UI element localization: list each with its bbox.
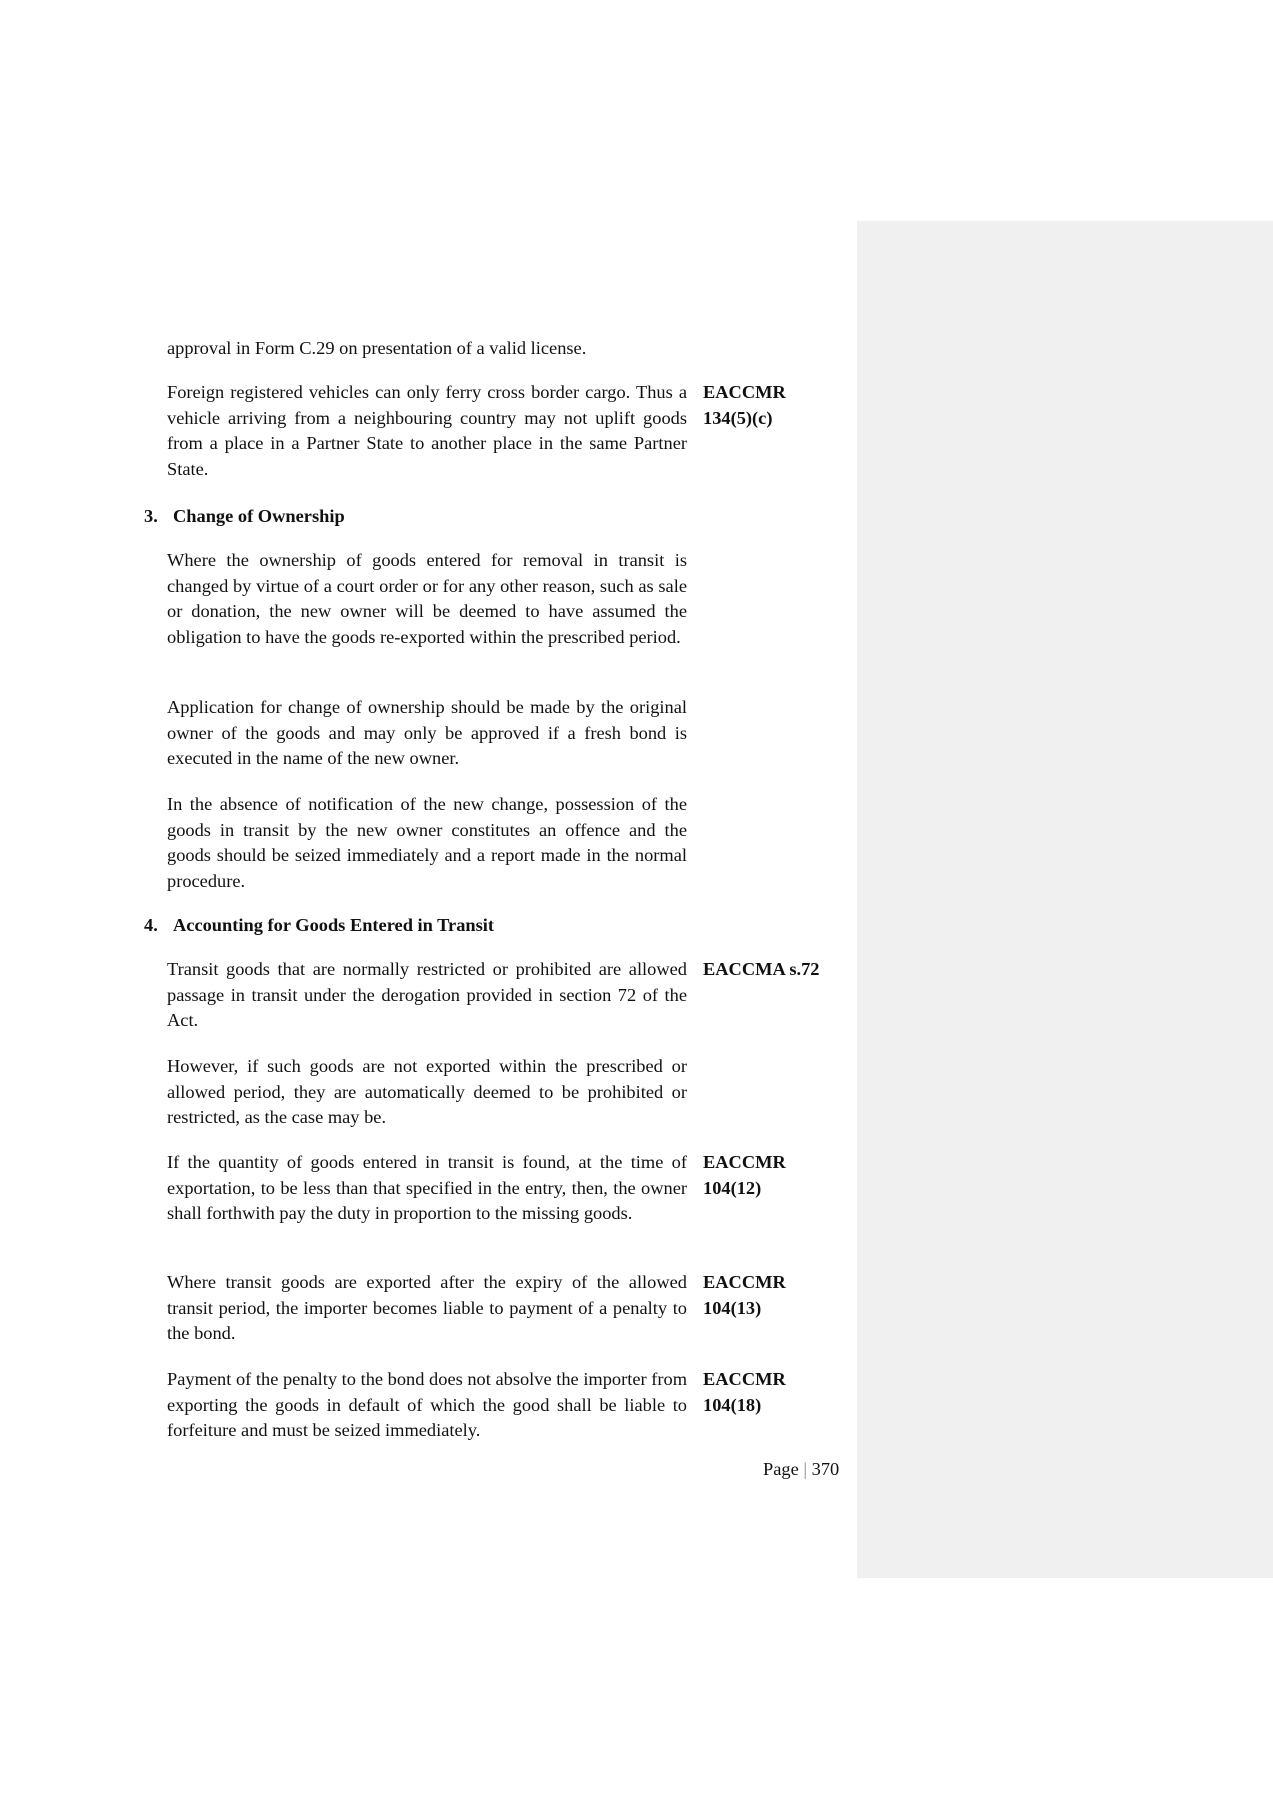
reference-line: EACCMR: [703, 1272, 786, 1292]
comment-margin-pane: [857, 221, 1273, 1578]
page-number: 370: [811, 1459, 840, 1479]
section-title: Accounting for Goods Entered in Transit: [173, 915, 495, 935]
section-heading-change-of-ownership: [144, 504, 345, 530]
paragraph-absence-notification: In the absence of notification of the new change, possession of the goods in transit by the new owner constitutes an offence and the goods should be seized immediately and a report made in the normal procedure.: [167, 794, 687, 891]
section-number: 4.: [144, 915, 158, 935]
paragraph-expiry-penalty: Where transit goods are exported after the expiry of the allowed transit period, the importer becomes liable to payment of a penalty to the bond.: [167, 1272, 687, 1344]
section-heading-accounting-transit: [144, 913, 494, 939]
paragraph-foreign-vehicles: Foreign registered vehicles can only ferry cross border cargo. Thus a vehicle arriving from a neighbouring country may not uplift goods from a place in a Partner State to another place in the same Partner State.: [167, 382, 687, 479]
reference-eaccmr-104-13: [703, 1270, 853, 1321]
paragraph-quantity-less: If the quantity of goods entered in transit is found, at the time of exportation, to be less than that specified in the entry, then, the owner shall forthwith pay the duty in proportion to the missing goods.: [167, 1152, 687, 1224]
reference-line: EACCMR: [703, 382, 786, 402]
reference-eaccmr-134: [703, 380, 853, 431]
reference-eaccmr-104-18: [703, 1367, 853, 1418]
page-separator: |: [803, 1459, 808, 1479]
paragraph-penalty-absolve: Payment of the penalty to the bond does not absolve the importer from exporting the goods in default of which the good shall be liable to forfeiture and must be seized immediately.: [167, 1369, 687, 1441]
paragraph-ownership-changed: Where the ownership of goods entered for removal in transit is changed by virtue of a court order or for any other reason, such as sale or donation, the new owner will be deemed to have assumed the obligation to have the goods re-exported within the prescribed period.: [167, 550, 687, 647]
section-title: Change of Ownership: [173, 506, 345, 526]
reference-eaccmr-104-12: [703, 1150, 853, 1201]
reference-line: EACCMR: [703, 1369, 786, 1389]
reference-eaccma-s72: [703, 957, 853, 983]
page-number-footer: [763, 1457, 839, 1483]
reference-line: EACCMA s.72: [703, 959, 820, 979]
reference-line: 104(18): [703, 1394, 762, 1415]
paragraph-application-change: Application for change of ownership should be made by the original owner of the goods and may only be approved if a fresh bond is executed in the name of the new owner.: [167, 697, 687, 769]
reference-line: EACCMR: [703, 1152, 786, 1172]
paragraph-form-c29: approval in Form C.29 on presentation of a valid license.: [167, 338, 587, 358]
paragraph-not-exported: However, if such goods are not exported within the prescribed or allowed period, they are automatically deemed to be prohibited or restricted, as the case may be.: [167, 1056, 687, 1128]
section-number: 3.: [144, 506, 158, 526]
reference-line: 104(13): [703, 1297, 762, 1318]
paragraph-transit-goods-restricted: Transit goods that are normally restricted or prohibited are allowed passage in transit under the derogation provided in section 72 of the Act.: [167, 959, 687, 1031]
reference-line: 134(5)(c): [703, 407, 773, 428]
page-label: Page: [763, 1459, 799, 1479]
reference-line: 104(12): [703, 1177, 762, 1198]
